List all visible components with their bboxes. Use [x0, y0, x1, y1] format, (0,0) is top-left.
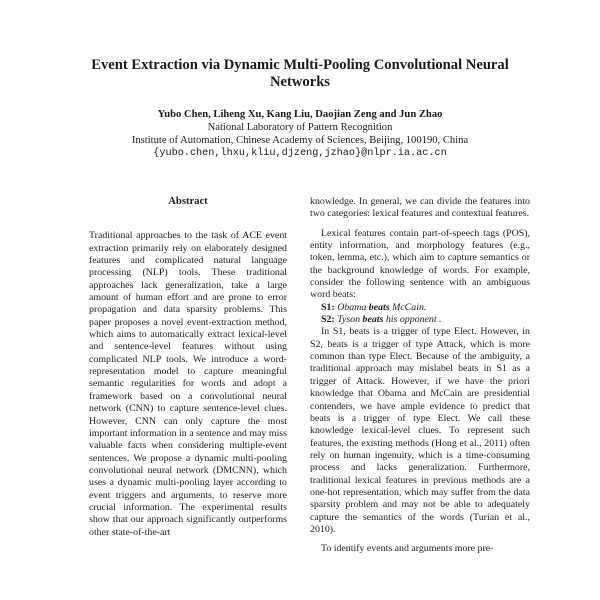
paper-title: Event Extraction via Dynamic Multi-Pooling Convolutional Neural Networks — [91, 57, 509, 90]
example-sentence-1 — [310, 302, 530, 314]
example-object: his opponent . — [385, 314, 442, 326]
right-column — [310, 196, 530, 556]
abstract-heading: Abstract — [168, 196, 208, 207]
body-paragraph-2: Lexical features contain part-of-speech tags (POS), entity information, and morphology features (e.g., token, lemma, etc.), which aim to capture semantics or the background knowledge of words. For example, consider the following sentence with an ambiguous word beats: — [310, 227, 530, 301]
abstract-text: Traditional approaches to the task of ACE event extraction primarily rely on elaborately designed features and complicated natural language processing (NLP) tools. These traditional approaches lack generalization, take a large amount of human effort and are prone to error propagation and data sparsity problems. This paper proposes a novel event-extraction method, which aims to automatically extract lexical-level and sentence-level features without using complicated NLP tools. We introduce a word-representation model to capture meaningful semantic regularities for words and adopt a framework based on a convolutional neural network (CNN) to capture sentence-level clues. However, CNN can only capture the most important information in a sentence and may miss valuable facts when considering multiple-event sentences. We propose a dynamic multi-pooling convolutional neural network (DMCNN), which uses a dynamic multi-pooling layer according to event triggers and arguments, to reserve more crucial information. The experimental results show that our approach significantly outperforms other state-of-the-art — [89, 230, 287, 538]
example-tag: S1: — [321, 301, 335, 313]
body-paragraph-4: To identify events and arguments more pre- — [321, 543, 494, 555]
left-column — [89, 196, 287, 539]
body-paragraph-1: knowledge. In general, we can divide the features into two categories: lexical features and contextual features. — [310, 196, 530, 220]
example-sentence-2 — [310, 314, 530, 326]
author-names: Yubo Chen, Liheng Xu, Kang Liu, Daojian Zeng and Jun Zhao — [157, 109, 443, 120]
example-verb: beats — [362, 314, 384, 326]
affiliation-institute: Institute of Automation, Chinese Academy of Sciences, Beijing, 100190, China — [131, 135, 469, 146]
example-tag: S2: — [321, 314, 335, 326]
body-paragraph-3: In S1, beats is a trigger of type Elect. However, in S2, beats is a trigger of type Attack, which is more common than type Elect. Because of the ambiguity, a traditional approach may mislabel beats in S1 as a trigger of Attack. However, if we have the priori knowledge that Obama and McCain are presidential contenders, we have ample evidence to predict that beats is a trigger of type Elect. We call these knowledge lexical-level clues. To represent such features, the existing methods (Hong et al., 2011) often rely on human ingenuity, which is a time-consuming process and lacks generalization. Furthermore, traditional lexical features in previous methods are a one-hot representation, which may suffer from the data sparsity problem and may not be able to adequately capture the semantics of the words (Turian et al., 2010). — [310, 326, 530, 535]
example-subject: Obama — [337, 301, 367, 313]
example-verb: beats — [368, 301, 390, 313]
example-object: McCain. — [392, 301, 427, 313]
affiliation-lab: National Laboratory of Pattern Recognition — [207, 122, 393, 133]
example-subject: Tyson — [337, 314, 361, 326]
author-block — [60, 108, 540, 160]
author-emails: {yubo.chen,lhxu,kliu,djzeng,jzhao}@nlpr.ia.ac.cn — [153, 148, 447, 159]
